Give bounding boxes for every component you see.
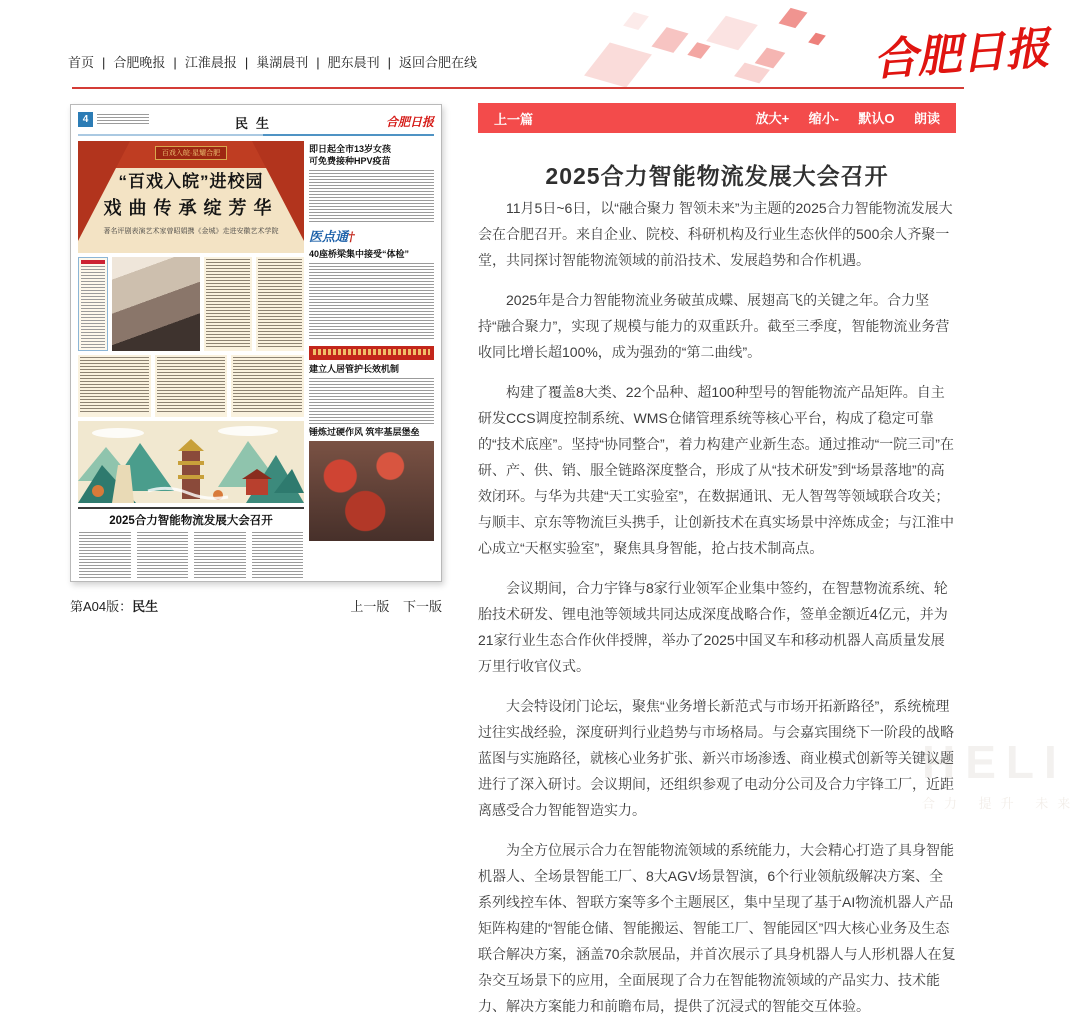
logo-deco-shape <box>584 42 652 87</box>
fake-text-block <box>309 263 434 341</box>
lead-headline-line1: “百戏入皖”进校园 <box>118 172 264 191</box>
logo-deco-shape <box>623 12 649 30</box>
nav-back-hefei-online[interactable]: | 返回合肥在线 <box>380 55 477 70</box>
thumb-text-column <box>251 531 305 579</box>
watermark-text: HELI <box>922 736 1067 788</box>
thumb-mid-row <box>78 257 304 351</box>
yidiantong-accent: † <box>348 230 355 245</box>
nav-jianghuai-morning[interactable]: | 江淮晨报 <box>165 55 236 70</box>
nav-home[interactable]: 首页 <box>68 55 95 70</box>
fake-text-block <box>309 378 434 424</box>
prev-page-link[interactable]: 上一版 <box>350 599 390 614</box>
thumb-caption-bar <box>70 596 442 615</box>
article-content <box>478 195 956 1019</box>
banner-text-art <box>313 349 430 355</box>
nav-feidong-morning[interactable]: | 肥东晨刊 <box>308 55 379 70</box>
lead-story-curtain-art <box>78 141 304 253</box>
hpv-headline-line2: 可免费接种HPV疫苗 <box>309 156 391 166</box>
thumb-text-row <box>78 355 304 417</box>
article-paragraph: 大会特设闭门论坛，聚焦“业务增长新范式与市场开拓新路径”，系统梳理过往实战经验，深度研判行业趋势与市场格局。与会嘉宾围绕下一阶段的战略蓝图与实施路径，就核心业务扩张、新兴市场渗透、商业模式创新等关键议题进行了深入研讨。会议期间，还组织参观了电动分公司及合力宇锋工厂，近距离感受合力智能智造实力。 <box>478 698 954 818</box>
volunteers-photo <box>309 441 434 541</box>
thumb-body <box>78 141 434 579</box>
article-title: 2025合力智能物流发展大会召开 <box>545 163 889 189</box>
article-paragraph: 为全方位展示合力在智能物流领域的系统能力，大会精心打造了具身智能机器人、全场景智能工厂、8大AGV场景智演，6个行业领航级解决方案、全系列线控车体、智联方案等多个主题展区，集中呈现了基于AI物流机器人产品矩阵构建的“智能仓储、智能搬运、智能工厂、智能园区”四大核心业务及生态联合解决方案，涵盖70余款展品，并首次展示了具身机器人与人形机器人在复杂交互场景下的应用，全面展现了合力在智能物流领域的产品实力、技术能力、解决方案能力和前瞻布局，提供了沉浸式的智能交互体验。 <box>478 842 956 1014</box>
fake-text-block <box>309 170 434 222</box>
fake-text-block <box>252 532 304 578</box>
lead-subtitle: 著名评剧表演艺术家曾昭娟携《金城》走进安徽艺术学院 <box>103 228 279 235</box>
nav-chaohu-morning[interactable]: | 巢湖晨刊 <box>237 55 308 70</box>
yidiantong-logo <box>309 226 434 245</box>
article-paragraph: 构建了覆盖8大类、22个品种、超100种型号的智能物流产品矩阵。自主研发CCS调度控制系统、WMS仓储管理系统等核心平台，构成了稳定可靠的“技术底座”。坚持“协同整合”，着力构建产业新生态。通过推动“一院三司”在研、产、供、销、服全链路深度整合，形成了从“技术研发”到“场景落地”的高效闭环。与华为共建“天工实验室”，在数据通讯、无人智驾等领域联合攻关；与顺丰、京东等物流巨头携手，让创新技术在真实场景中淬炼成金；与江淮中心成立“天枢实验室”，聚焦具身智能，抢占技术制高点。 <box>478 384 954 556</box>
fake-text-block <box>157 357 226 413</box>
red-promo-banner <box>309 346 434 360</box>
fake-text-block <box>194 532 246 578</box>
toolbar-actions <box>741 108 940 128</box>
nav-hefei-evening[interactable]: | 合肥晚报 <box>94 55 165 70</box>
bridge-headline: 40座桥梁集中接受“体检” <box>309 249 410 259</box>
yidiantong-text: 医点通 <box>309 230 349 245</box>
landscape-illustration <box>78 421 304 503</box>
thumb-bottom-article <box>78 507 304 579</box>
top-nav <box>68 52 477 71</box>
fake-text-block <box>233 357 302 413</box>
housing-headline: 建立人居管护长效机制 <box>309 364 400 374</box>
logo-deco-shape <box>706 16 758 50</box>
thumb-side-note <box>78 257 108 351</box>
logo-deco-shape <box>755 48 786 69</box>
page-label <box>70 596 158 615</box>
fake-text-block <box>206 259 250 347</box>
thumb-text-column <box>256 257 304 351</box>
side-note-rule <box>81 260 105 264</box>
read-aloud-button[interactable]: 朗读 <box>913 111 940 126</box>
thumb-bottom-columns <box>78 531 304 579</box>
logo-deco-shape <box>651 27 688 53</box>
logo-deco-shape <box>779 8 808 28</box>
page-label-text: 第A04版： <box>70 599 133 614</box>
page-nav-links <box>340 596 442 615</box>
hpv-headline-line1: 即日起全市13岁女孩 <box>309 144 392 154</box>
thumb-text-column <box>231 355 304 417</box>
article-paragraph: 会议期间，合力宇锋与8家行业领军企业集中签约，在智慧物流系统、轮胎技术研发、锂电池等领域共同达成深度战略合作，签单金额近4亿元，并为21家行业生态合作伙伴授牌，举办了2025中国叉车和移动机器人高质量发展万里行收官仪式。 <box>478 580 948 674</box>
zoom-out-button[interactable]: 缩小- <box>808 111 839 126</box>
article-paragraph: 2025年是合力智能物流业务破茧成蝶、展翅高飞的关键之年。合力坚持“融合聚力”，实现了规模与能力的双重跃升。截至三季度，智能物流业务营收同比增长超100%，成为强劲的“第二曲线”。 <box>478 292 950 360</box>
page-section-text: 民生 <box>132 599 159 614</box>
logo-text: 合肥日报 <box>871 22 1051 87</box>
lead-story-badge: 百戏入皖·星耀合肥 <box>155 146 227 160</box>
fake-text-block <box>81 266 105 348</box>
fake-text-block <box>137 532 189 578</box>
thumb-left-region <box>78 141 304 579</box>
article-paragraph: 11月5日~6日，以“融合聚力 智领未来”为主题的2025合力智能物流发展大会在合肥召开。来自企业、院校、科研机构及行业生态伙伴的500余人齐聚一堂，共同探讨智能物流领域的前沿技术、发展趋势和合作机遇。 <box>478 200 953 268</box>
thumb-masthead: 合肥日报 <box>385 115 434 129</box>
thumb-text-column <box>193 531 247 579</box>
thumb-text-column <box>78 531 132 579</box>
article-panel <box>478 103 956 1033</box>
thumb-bottom-headline: 2025合力智能物流发展大会召开 <box>109 515 273 527</box>
zoom-in-button[interactable]: 放大+ <box>755 111 790 126</box>
thumb-header-rule <box>78 134 434 136</box>
thumb-right-region <box>309 141 434 579</box>
style-headline: 锤炼过硬作风 筑牢基层堡垒 <box>309 427 420 437</box>
article-toolbar <box>478 103 956 133</box>
logo-deco-shape <box>687 42 710 58</box>
lead-headline-line2: 戏曲传承绽芳华 <box>103 198 279 218</box>
speaker-photo <box>112 257 200 351</box>
logo-deco-shape <box>808 33 826 46</box>
hpv-headline <box>309 143 434 167</box>
thumb-page-number: 4 <box>78 112 93 127</box>
thumb-text-column <box>155 355 228 417</box>
thumb-section-title: 民生 <box>234 116 277 131</box>
fake-text-block <box>80 357 149 413</box>
watermark-slogan: 合力 提升 未来 <box>922 796 1079 811</box>
header-divider <box>72 87 964 89</box>
thumb-text-column <box>204 257 252 351</box>
masthead-logo[interactable] <box>587 0 1065 86</box>
newspaper-page-thumbnail[interactable] <box>70 104 442 582</box>
next-page-link[interactable]: 下一版 <box>402 599 442 614</box>
thumb-page-header <box>78 112 434 132</box>
fake-text-block <box>258 259 302 347</box>
fake-text-block <box>79 532 131 578</box>
prev-article-link[interactable]: 上一篇 <box>494 111 534 127</box>
thumb-text-column <box>78 355 151 417</box>
default-size-button[interactable]: 默认O <box>858 111 895 126</box>
thumb-text-column <box>136 531 190 579</box>
